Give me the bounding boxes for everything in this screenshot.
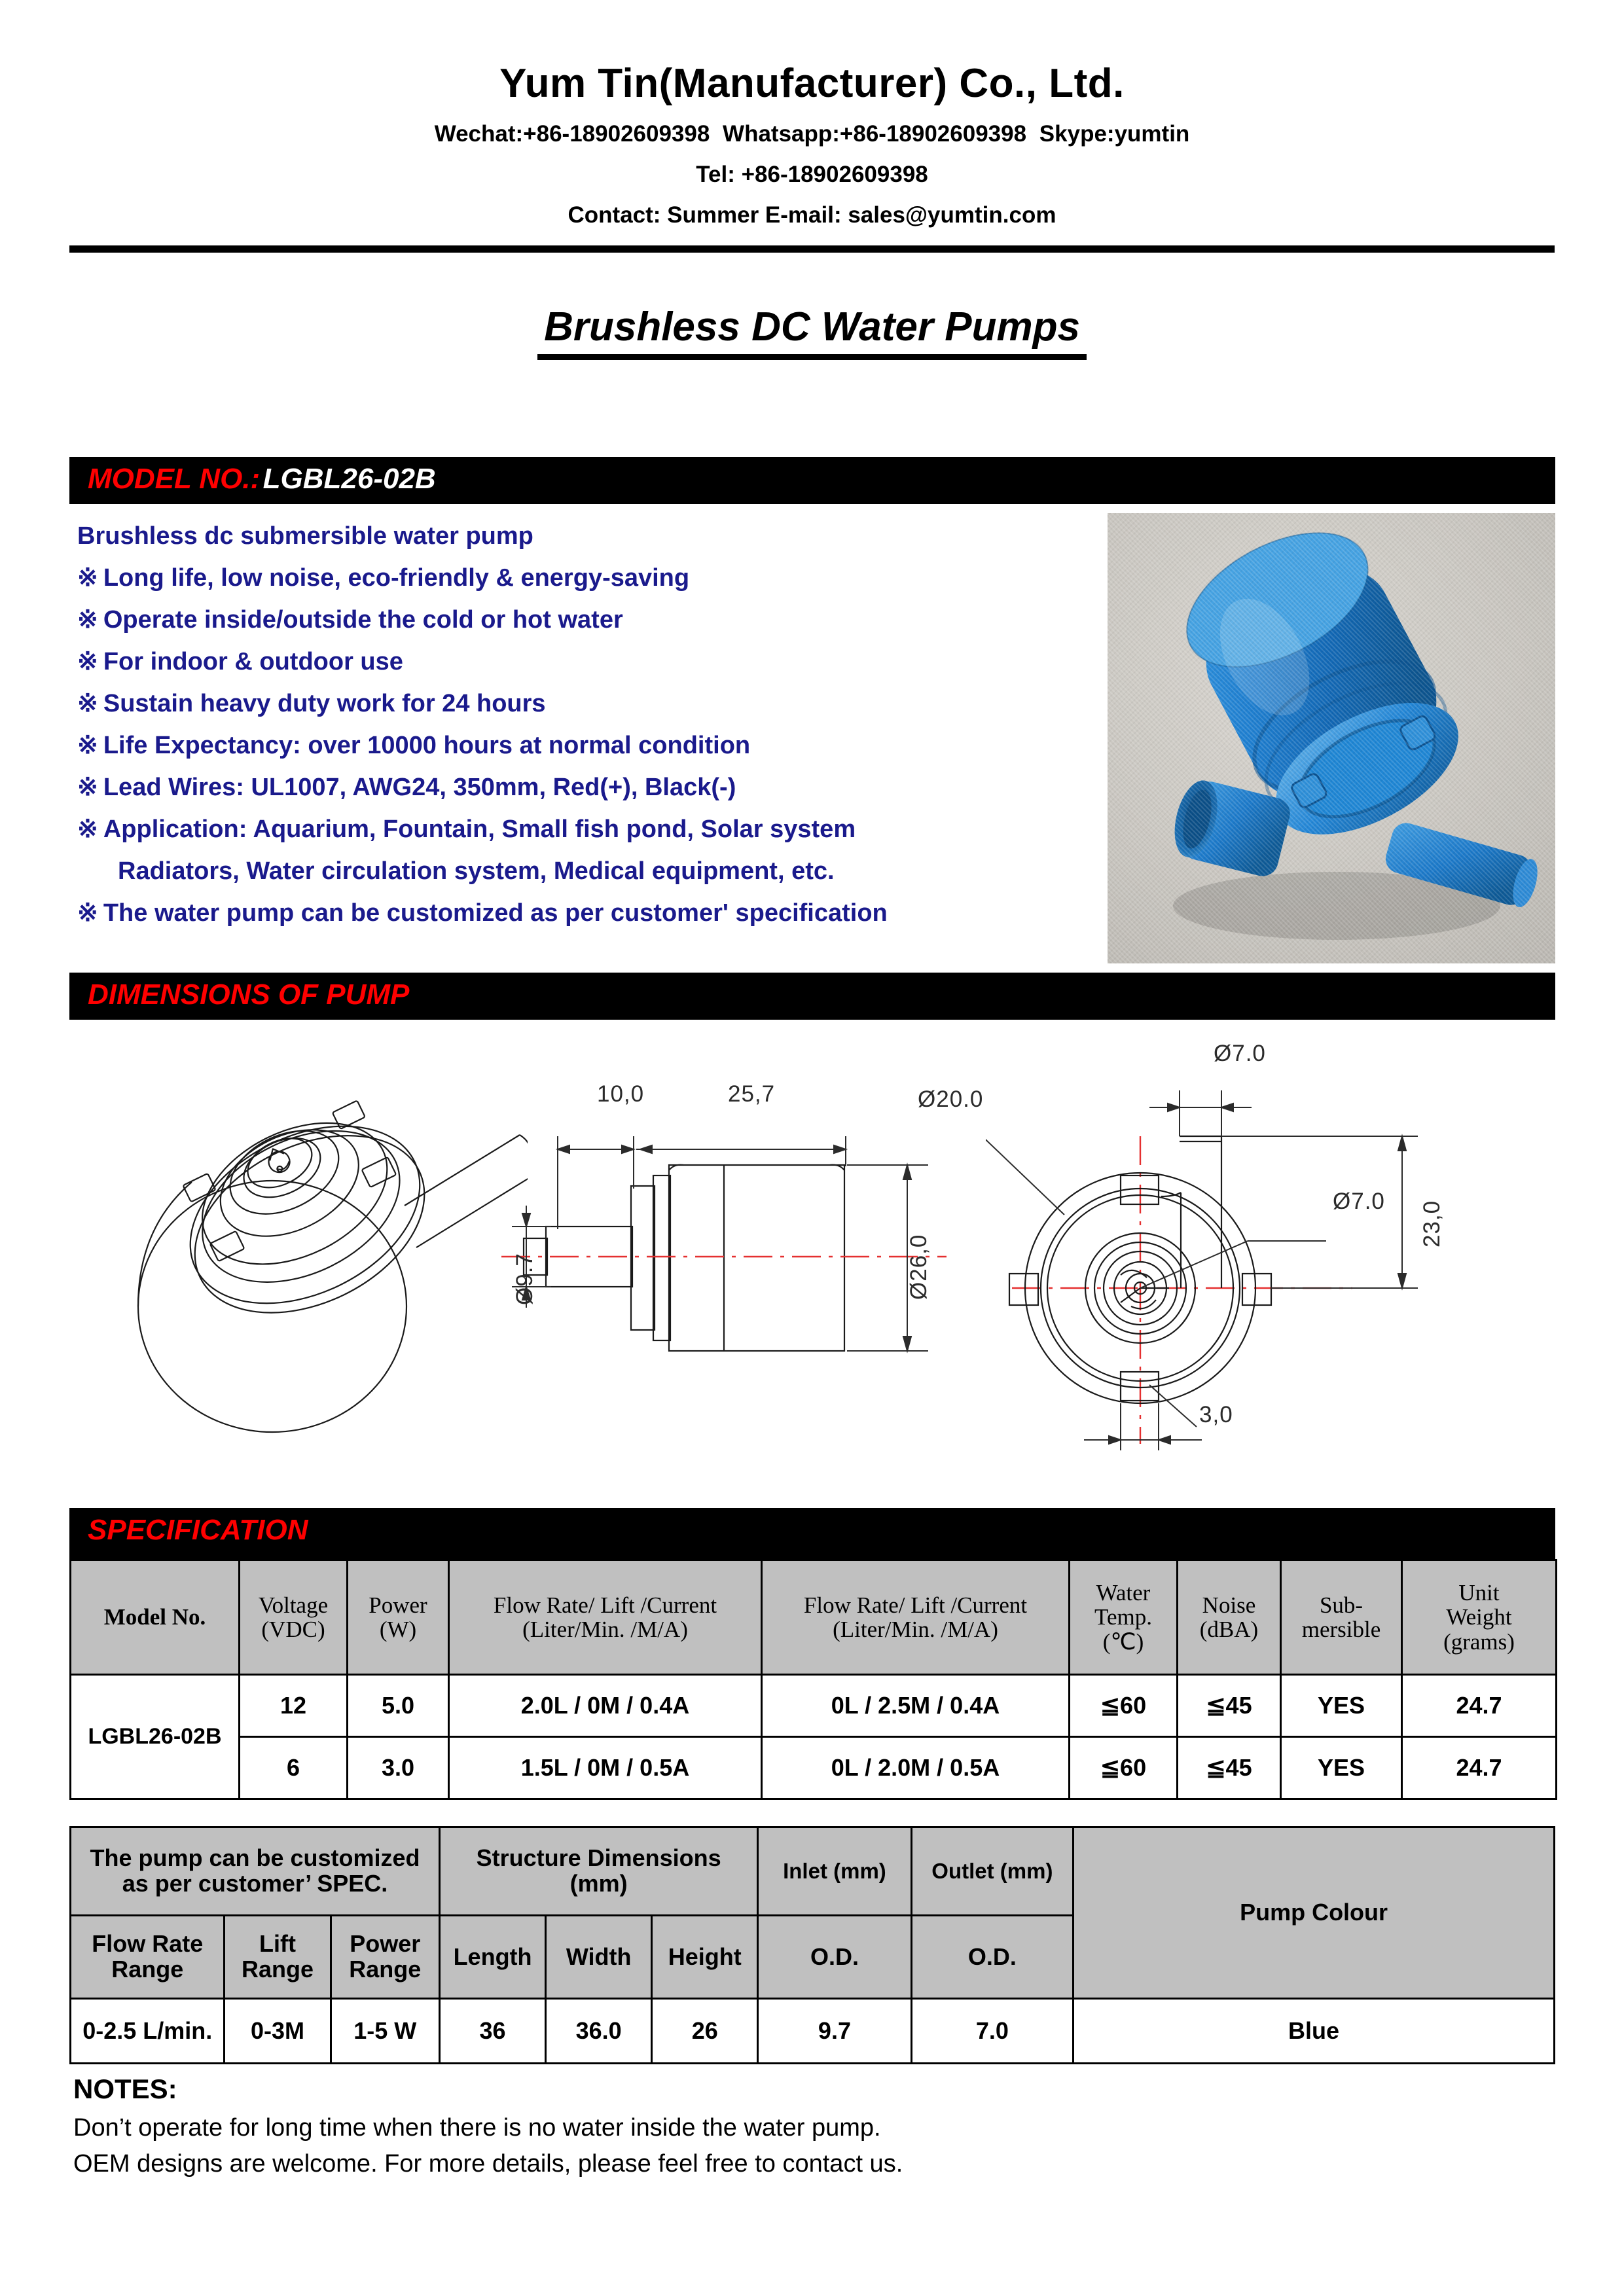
subheader-power-l2: Range bbox=[349, 1956, 422, 1982]
header-structure-dimensions bbox=[440, 1827, 758, 1916]
feature-item bbox=[77, 649, 1111, 674]
product-photo bbox=[1108, 513, 1555, 963]
header-customizable-l1: The pump can be customized bbox=[90, 1844, 420, 1872]
header-noise-l1: Noise bbox=[1202, 1592, 1256, 1618]
header-submersible bbox=[1281, 1560, 1402, 1675]
subheader-width: Width bbox=[546, 1916, 652, 1999]
notes-section bbox=[73, 2073, 1448, 2186]
feature-item bbox=[77, 901, 1111, 925]
feature-text: Radiators, Water circulation system, Medical equipment, etc. bbox=[118, 857, 835, 885]
header-flow1-l2: (Liter/Min. /M/A) bbox=[522, 1617, 688, 1642]
notes-line-1: Don’t operate for long time when there is no water inside the water pump. bbox=[73, 2114, 881, 2142]
company-name: Yum Tin(Manufacturer) Co., Ltd. bbox=[499, 61, 1125, 106]
cell-unit-weight: 24.7 bbox=[1402, 1737, 1557, 1799]
dim-label-3-0: 3,0 bbox=[1199, 1402, 1233, 1427]
dim-label-23-0: 23,0 bbox=[1419, 1200, 1445, 1247]
feature-item bbox=[77, 817, 1111, 842]
header-customizable-l2: as per customer’ SPEC. bbox=[122, 1870, 388, 1897]
cell-flow-1: 1.5L / 0M / 0.5A bbox=[449, 1737, 762, 1799]
header-voltage-l2: (VDC) bbox=[261, 1617, 325, 1642]
header-unit-weight-l1: Unit bbox=[1458, 1579, 1500, 1605]
feature-text: Brushless dc submersible water pump bbox=[77, 522, 533, 550]
reference-mark-icon: ※ bbox=[77, 816, 98, 843]
table-row bbox=[71, 1675, 1557, 1737]
cell-power-range: 1-5 W bbox=[331, 1999, 439, 2064]
notes-heading: NOTES: bbox=[73, 2073, 177, 2104]
cell-power: 5.0 bbox=[348, 1675, 449, 1737]
contact-email: Contact: Summer E-mail: sales@yumtin.com bbox=[568, 202, 1056, 228]
header-water-temp-l1: Water bbox=[1096, 1579, 1151, 1605]
feature-item-continuation bbox=[77, 859, 1111, 884]
feature-text: For indoor & outdoor use bbox=[103, 648, 403, 675]
dim-label-d20-0: Ø20.0 bbox=[918, 1086, 984, 1112]
feature-list bbox=[77, 524, 1111, 942]
cell-lift-range: 0-3M bbox=[225, 1999, 331, 2064]
header-power-l1: Power bbox=[369, 1592, 427, 1618]
reference-mark-icon: ※ bbox=[77, 648, 98, 675]
header-power-l2: (W) bbox=[379, 1617, 417, 1642]
cell-model-no: LGBL26-02B bbox=[71, 1675, 240, 1799]
header-unit-weight-l2: Weight bbox=[1446, 1604, 1512, 1630]
cell-inlet-od: 9.7 bbox=[758, 1999, 911, 2064]
subheader-power-range bbox=[331, 1916, 439, 1999]
subheader-flow-l2: Range bbox=[111, 1956, 184, 1982]
cell-flow-1: 2.0L / 0M / 0.4A bbox=[449, 1675, 762, 1737]
header-power bbox=[348, 1560, 449, 1675]
front-view bbox=[986, 1045, 1509, 1477]
header-structure-l2: (mm) bbox=[569, 1870, 628, 1897]
cell-submersible: YES bbox=[1281, 1675, 1402, 1737]
cell-water-temp: ≦60 bbox=[1070, 1675, 1178, 1737]
header-water-temp bbox=[1070, 1560, 1178, 1675]
subheader-lift-range bbox=[225, 1916, 331, 1999]
feature-text: Sustain heavy duty work for 24 hours bbox=[103, 690, 546, 717]
cell-water-temp: ≦60 bbox=[1070, 1737, 1178, 1799]
subheader-power-l1: Power bbox=[350, 1930, 421, 1958]
table-row bbox=[71, 1737, 1557, 1799]
cell-noise: ≦45 bbox=[1178, 1675, 1281, 1737]
dim-label-d7-0-top: Ø7.0 bbox=[1214, 1041, 1266, 1066]
dim-label-10: 10,0 bbox=[597, 1081, 645, 1107]
reference-mark-icon: ※ bbox=[77, 774, 98, 801]
photo-background-texture bbox=[1108, 513, 1555, 963]
subheader-lift-l2: Range bbox=[241, 1956, 314, 1982]
cell-unit-weight: 24.7 bbox=[1402, 1675, 1557, 1737]
model-value: LGBL26-02B bbox=[262, 463, 436, 495]
feature-item bbox=[77, 607, 1111, 632]
cell-width: 36.0 bbox=[546, 1999, 652, 2064]
reference-mark-icon: ※ bbox=[77, 690, 98, 717]
feature-text: Application: Aquarium, Fountain, Small fish pond, Solar system bbox=[103, 816, 856, 843]
dimensions-banner bbox=[69, 973, 1555, 1020]
cell-flow-2: 0L / 2.0M / 0.5A bbox=[762, 1737, 1070, 1799]
table-header-row bbox=[71, 1560, 1557, 1675]
header-divider bbox=[69, 245, 1555, 253]
dim-label-25-7: 25,7 bbox=[728, 1081, 776, 1107]
specification-table bbox=[69, 1559, 1557, 1800]
header-flow1-l1: Flow Rate/ Lift /Current bbox=[493, 1592, 717, 1618]
page-title: Brushless DC Water Pumps bbox=[537, 304, 1087, 360]
dim-label-d9-7: Ø9.7 bbox=[512, 1253, 537, 1305]
cell-noise: ≦45 bbox=[1178, 1737, 1281, 1799]
table-row bbox=[71, 1999, 1555, 2064]
subheader-inlet-od: O.D. bbox=[758, 1916, 911, 1999]
header-pump-colour: Pump Colour bbox=[1074, 1827, 1555, 1999]
header-water-temp-l2: Temp. bbox=[1094, 1604, 1152, 1630]
customization-table bbox=[69, 1826, 1555, 2064]
cell-outlet-od: 7.0 bbox=[911, 1999, 1074, 2064]
isometric-view bbox=[109, 1051, 528, 1483]
reference-mark-icon: ※ bbox=[77, 899, 98, 927]
page-header bbox=[0, 0, 1624, 228]
reference-mark-icon: ※ bbox=[77, 564, 98, 592]
header-flow-rate-1 bbox=[449, 1560, 762, 1675]
reference-mark-icon: ※ bbox=[77, 732, 98, 759]
subheader-flow-l1: Flow Rate bbox=[92, 1930, 204, 1958]
header-unit-weight-l3: (grams) bbox=[1443, 1628, 1515, 1655]
notes-line-2: OEM designs are welcome. For more details, please feel free to contact us. bbox=[73, 2150, 903, 2178]
header-noise bbox=[1178, 1560, 1281, 1675]
cell-height: 26 bbox=[652, 1999, 758, 2064]
header-submersible-l1: Sub- bbox=[1319, 1592, 1363, 1618]
feature-text: Lead Wires: UL1007, AWG24, 350mm, Red(+), Black(-) bbox=[103, 774, 736, 801]
model-banner bbox=[69, 457, 1555, 504]
header-voltage bbox=[240, 1560, 348, 1675]
contact-messengers: Wechat:+86-18902609398 Whatsapp:+86-18902609398 Skype:yumtin bbox=[434, 121, 1190, 147]
cell-flow-2: 0L / 2.5M / 0.4A bbox=[762, 1675, 1070, 1737]
cell-pump-colour: Blue bbox=[1074, 1999, 1555, 2064]
feature-item bbox=[77, 524, 1111, 548]
dim-label-d7-0-mid: Ø7.0 bbox=[1333, 1189, 1385, 1214]
subheader-lift-l1: Lift bbox=[259, 1930, 296, 1958]
specification-banner-label: SPECIFICATION bbox=[88, 1514, 308, 1546]
header-noise-l2: (dBA) bbox=[1199, 1617, 1259, 1642]
header-structure-l1: Structure Dimensions bbox=[476, 1844, 721, 1872]
cell-submersible: YES bbox=[1281, 1737, 1402, 1799]
model-label: MODEL NO.: bbox=[88, 463, 261, 495]
side-view bbox=[488, 1051, 960, 1483]
header-flow2-l2: (Liter/Min. /M/A) bbox=[833, 1617, 998, 1642]
dimensions-banner-label: DIMENSIONS OF PUMP bbox=[88, 978, 410, 1011]
technical-drawing bbox=[69, 1031, 1555, 1496]
feature-item bbox=[77, 775, 1111, 800]
cell-flow-rate-range: 0-2.5 L/min. bbox=[71, 1999, 225, 2064]
page-title-wrap bbox=[0, 304, 1624, 360]
feature-item bbox=[77, 691, 1111, 716]
header-customizable-note bbox=[71, 1827, 440, 1916]
subheader-flow-rate-range bbox=[71, 1916, 225, 1999]
header-submersible-l2: mersible bbox=[1301, 1617, 1381, 1642]
feature-text: Life Expectancy: over 10000 hours at normal condition bbox=[103, 732, 751, 759]
cell-voltage: 6 bbox=[240, 1737, 348, 1799]
reference-mark-icon: ※ bbox=[77, 606, 98, 634]
feature-text: Operate inside/outside the cold or hot water bbox=[103, 606, 623, 634]
header-inlet: Inlet (mm) bbox=[758, 1827, 911, 1916]
header-model-no: Model No. bbox=[71, 1560, 240, 1675]
feature-item bbox=[77, 733, 1111, 758]
subheader-outlet-od: O.D. bbox=[911, 1916, 1074, 1999]
header-flow-rate-2 bbox=[762, 1560, 1070, 1675]
feature-item bbox=[77, 565, 1111, 590]
contact-tel: Tel: +86-18902609398 bbox=[696, 162, 928, 187]
feature-text: The water pump can be customized as per customer' specification bbox=[103, 899, 888, 927]
feature-text: Long life, low noise, eco-friendly & energy-saving bbox=[103, 564, 690, 592]
specification-banner bbox=[69, 1508, 1555, 1559]
header-water-temp-l3: (℃) bbox=[1102, 1628, 1144, 1655]
dim-label-d26-0: Ø26,0 bbox=[906, 1234, 931, 1300]
table-header-row-group bbox=[71, 1827, 1555, 1916]
cell-power: 3.0 bbox=[348, 1737, 449, 1799]
subheader-length: Length bbox=[440, 1916, 546, 1999]
cell-length: 36 bbox=[440, 1999, 546, 2064]
cell-voltage: 12 bbox=[240, 1675, 348, 1737]
header-flow2-l1: Flow Rate/ Lift /Current bbox=[803, 1592, 1028, 1618]
header-outlet: Outlet (mm) bbox=[911, 1827, 1074, 1916]
header-voltage-l1: Voltage bbox=[258, 1592, 329, 1618]
subheader-height: Height bbox=[652, 1916, 758, 1999]
header-unit-weight bbox=[1402, 1560, 1557, 1675]
